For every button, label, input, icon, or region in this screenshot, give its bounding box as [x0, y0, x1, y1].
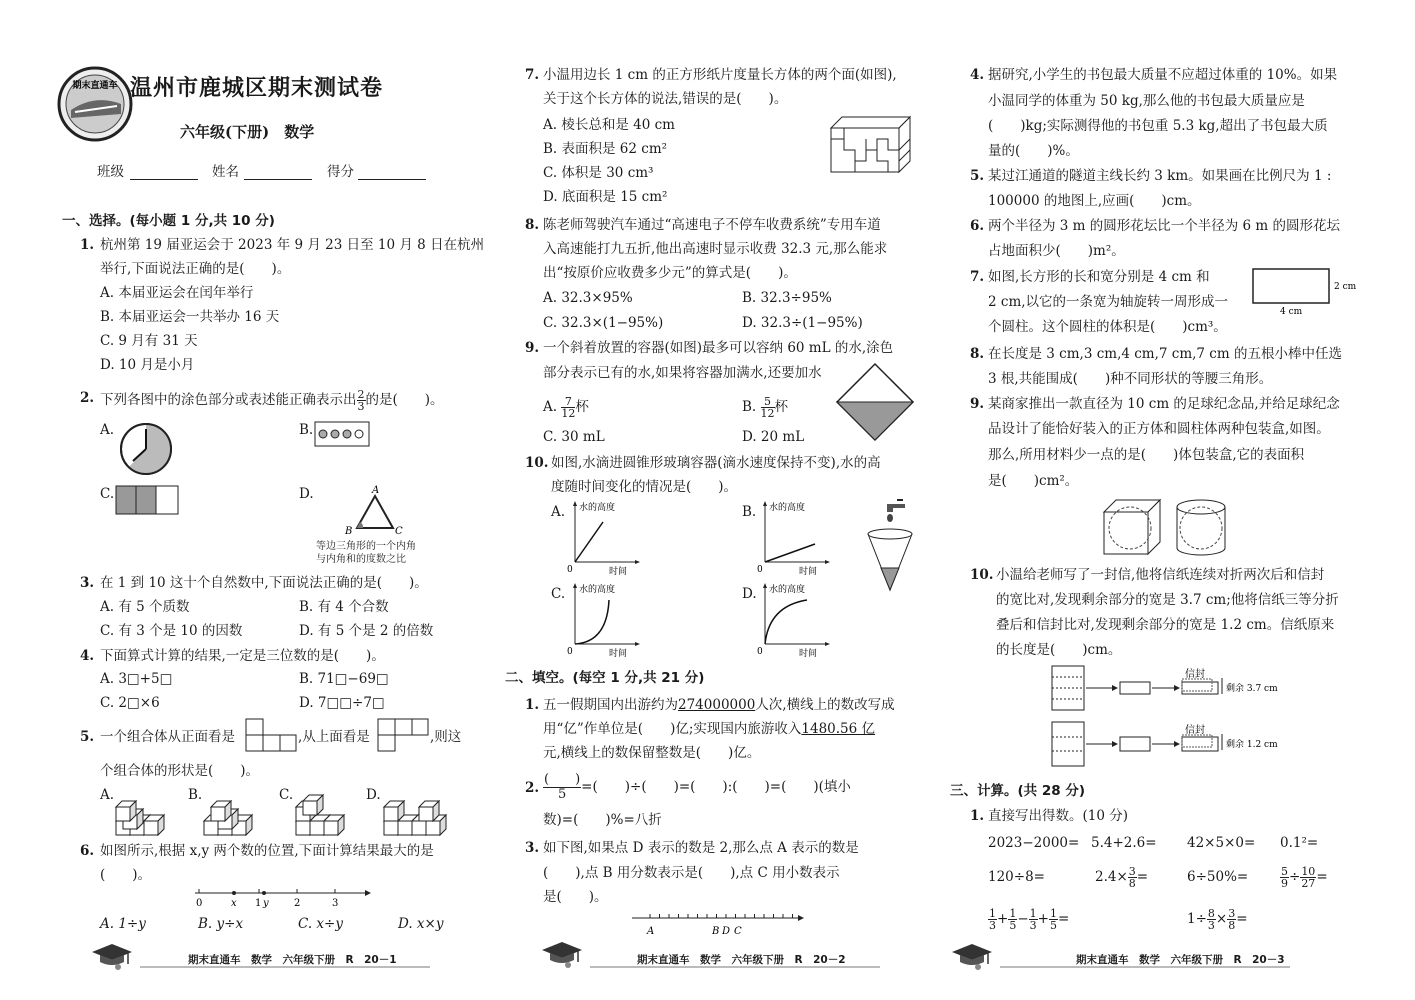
calc1-number: 1. — [970, 808, 985, 824]
q1-number: 1. — [80, 237, 95, 253]
nl-tick-x: x — [231, 898, 237, 909]
cylinder-box-figure — [1175, 498, 1227, 558]
fill9-text: 某商家推出一款直径为 10 cm 的足球纪念品,并给足球纪念 — [988, 396, 1340, 412]
q3-option-b[interactable]: B. 有 4 个合数 — [299, 599, 389, 615]
q1-option-c[interactable]: C. 9 月有 31 天 — [100, 333, 198, 349]
graph-y-label: 水的高度 — [769, 585, 806, 595]
q8-number: 8. — [525, 217, 540, 233]
q9-text: 一个斜着放置的容器(如图)最多可以容纳 60 mL 的水,涂色 — [543, 340, 894, 356]
q5-text-3: ,则这 — [430, 729, 462, 745]
q2-option-b[interactable]: B. — [299, 422, 314, 438]
rect-width-label: 2 cm — [1334, 282, 1357, 292]
logo-emblem — [57, 66, 133, 142]
field-score-label: 得分 — [327, 164, 354, 180]
exam-title: 温州市鹿城区期末测试卷 — [130, 75, 384, 101]
q6-option-c[interactable]: C. x÷y — [298, 916, 343, 932]
nl3-label-d: D — [722, 926, 731, 937]
q8-option-d[interactable]: D. 32.3÷(1−95%) — [742, 315, 863, 331]
fill10-text: 小温给老师写了一封信,他将信纸连续对折两次后和信封 — [996, 567, 1325, 583]
cone-funnel-figure — [865, 498, 915, 593]
top-view-figure — [377, 718, 429, 752]
q2-number: 2. — [80, 390, 95, 406]
remainder-label-1: 剩余 3.7 cm — [1226, 684, 1278, 694]
q3-text: 在 1 到 10 这十个自然数中,下面说法正确的是( )。 — [100, 575, 428, 591]
calc-item: 5.4+2.6= — [1091, 835, 1157, 851]
nl3-label-b: B — [712, 926, 720, 937]
fill3-text: 如下图,如果点 D 表示的数是 2,那么点 A 表示的数是 — [543, 840, 859, 856]
calc-item: 1÷ $\frac{8}{3}$ × $\frac{3}{8}$ = — [1187, 907, 1248, 932]
fill7-number: 7. — [970, 269, 985, 285]
calc-item: 0.1²= — [1280, 835, 1319, 851]
fill10-text-4: 的长度是( )cm。 — [996, 642, 1122, 658]
field-name-blank[interactable] — [244, 179, 312, 180]
graph-d — [755, 582, 830, 657]
graph-origin-label: 0 — [567, 647, 573, 657]
q8-text-2: 入高速能打九五折,他出高速时显示收费 32.3 元,那么能求 — [543, 241, 888, 257]
nl-tick-0: 0 — [196, 898, 203, 909]
q4-option-a[interactable]: A. 3□+5□ — [100, 671, 173, 687]
calc-item: 2.4× $\frac{3}{8}$ = — [1095, 865, 1149, 890]
q1-text-2: 举行,下面说法正确的是( )。 — [100, 261, 291, 277]
q3-option-a[interactable]: A. 有 5 个质数 — [100, 599, 190, 615]
q8-text: 陈老师驾驶汽车通过“高速电子不停车收费系统”专用车道 — [543, 217, 881, 233]
calc-item: $\frac{5}{9}$ ÷ $\frac{10}{27}$ = — [1281, 865, 1328, 890]
graduation-cap-icon — [90, 942, 134, 972]
q6-option-d[interactable]: D. x×y — [398, 916, 444, 932]
calc-item: 6÷50%= — [1187, 869, 1249, 885]
q1-option-d[interactable]: D. 10 月是小月 — [100, 357, 195, 373]
q10-text: 如图,水滴进圆锥形玻璃容器(滴水速度保持不变),水的高 — [551, 455, 881, 471]
fill7-text-2: 2 cm,以它的一条宽为轴旋转一周形成一 — [988, 294, 1229, 310]
field-score-blank[interactable] — [358, 179, 426, 180]
graph-y-label: 水的高度 — [579, 503, 616, 513]
calc1-text: 直接写出得数。(10 分) — [988, 808, 1129, 824]
q5-option-c[interactable]: C. — [279, 787, 294, 803]
fill4-text-2: 小温同学的体重为 50 kg,那么他的书包最大质量应是 — [988, 93, 1305, 109]
fill3-text-2: ( ),点 B 用分数表示是( ),点 C 用小数表示 — [543, 865, 840, 881]
fill2-text: $\frac{( )}{5}$ =( )÷( )=( ):( )=( )(填小 — [544, 772, 851, 802]
fill1-text-2: 用“亿”作单位是( )亿;实现国内旅游收入1480.56 亿 — [543, 721, 876, 737]
fill9-text-2: 品设计了能恰好装入的正方体和圆柱体两种包装盒,如图。 — [988, 421, 1330, 437]
q10-number: 10. — [525, 455, 549, 471]
graph-y-label: 水的高度 — [579, 585, 616, 595]
graph-x-label: 时间 — [799, 567, 818, 577]
graph-origin-label: 0 — [567, 565, 573, 575]
logo-text: 期末直通车 — [72, 81, 118, 91]
q4-option-c[interactable]: C. 2□×6 — [100, 695, 160, 711]
q3-number: 3. — [80, 575, 95, 591]
exam-subtitle: 六年级(下册) 数学 — [180, 123, 315, 141]
q3-option-c[interactable]: C. 有 3 个是 10 的因数 — [100, 623, 243, 639]
nl-tick-y: y — [263, 898, 269, 909]
field-name-label: 姓名 — [212, 164, 239, 180]
fill3-number: 3. — [525, 840, 540, 856]
fill10-number: 10. — [970, 567, 994, 583]
fill1-text-3: 元,横线上的数保留整数是( )亿。 — [543, 745, 761, 761]
cube-figure-b — [203, 783, 263, 831]
fill8-text: 在长度是 3 cm,3 cm,4 cm,7 cm,7 cm 的五根小棒中任选 — [988, 346, 1342, 362]
field-class-blank[interactable] — [130, 179, 198, 180]
q1-option-b[interactable]: B. 本届亚运会一共举办 16 天 — [100, 309, 280, 325]
q8-text-3: 出“按原价应收费多少元”的算式是( )。 — [543, 265, 797, 281]
q7-text-2: 关于这个长方体的说法,错误的是( )。 — [543, 91, 788, 107]
q1-text: 杭州第 19 届亚运会于 2023 年 9 月 23 日至 10 月 8 日在杭州 — [100, 237, 485, 253]
footer-page-1: 期末直通车 数学 六年级下册 R 20－1 — [188, 954, 397, 966]
fill10-text-3: 叠后和信封比对,发现剩余部分的宽是 1.2 cm。信纸原来 — [996, 617, 1335, 633]
q5-number: 5. — [80, 729, 95, 745]
rectangle-figure — [1252, 268, 1362, 318]
fill6-number: 6. — [970, 218, 985, 234]
q2-option-a[interactable]: A. — [100, 422, 115, 438]
q10-option-a[interactable]: A. — [551, 504, 566, 520]
fill9-text-3: 那么,所用材料少一点的是( )体包装盒,它的表面积 — [988, 447, 1305, 463]
q2-d-caption-2: 与内角和的度数之比 — [316, 554, 406, 565]
q7-option-b[interactable]: B. 表面积是 62 cm² — [543, 141, 668, 157]
fill5-number: 5. — [970, 168, 985, 184]
cube-figure-c — [295, 783, 355, 831]
graph-origin-label: 0 — [757, 647, 763, 657]
graduation-cap-icon — [540, 940, 584, 970]
nl3-label-c: C — [734, 926, 742, 937]
number-line-q6 — [193, 882, 373, 908]
fill2-text-2: 数)=( )%=八折 — [543, 812, 662, 828]
envelope-label-1: 信封 — [1185, 669, 1205, 680]
calc-item: 120÷8= — [988, 869, 1045, 885]
q5-option-d[interactable]: D. — [366, 787, 381, 803]
fill1-text: 五一假期国内出游约为274000000人次,横线上的数改写成 — [543, 697, 895, 713]
q7-text: 小温用边长 1 cm 的正方形纸片度量长方体的两个面(如图), — [543, 67, 897, 83]
nl3-label-a: A — [647, 926, 655, 937]
q7-number: 7. — [525, 67, 540, 83]
graph-origin-label: 0 — [757, 565, 763, 575]
calc-item: 2023−2000= — [988, 835, 1080, 851]
q9-option-d[interactable]: D. 20 mL — [742, 429, 805, 445]
fill4-text: 据研究,小学生的书包最大质量不应超过体重的 10%。如果 — [988, 67, 1338, 83]
q5-text-1: 一个组合体从正面看是 — [100, 729, 235, 745]
q9-text-2: 部分表示已有的水,如果将容器加满水,还要加水 — [543, 365, 822, 381]
q7-option-d[interactable]: D. 底面积是 15 cm² — [543, 189, 668, 205]
q5-text-2: ,从上面看是 — [298, 729, 370, 745]
fill4-number: 4. — [970, 67, 985, 83]
fill5-text-2: 100000 的地图上,应画( )cm。 — [988, 193, 1201, 209]
q10-text-2: 度随时间变化的情况是( )。 — [551, 479, 738, 495]
q2-option-d[interactable]: D. — [299, 486, 314, 502]
fill8-text-2: 3 根,共能围成( )种不同形状的等腰三角形。 — [988, 371, 1273, 387]
q7-option-c[interactable]: C. 体积是 30 cm³ — [543, 165, 654, 181]
clock-figure — [118, 421, 174, 477]
envelope-label-2: 信封 — [1185, 725, 1205, 736]
q9-option-c[interactable]: C. 30 mL — [543, 429, 605, 445]
q8-option-c[interactable]: C. 32.3×(1−95%) — [543, 315, 664, 331]
q4-option-d[interactable]: D. 7□□÷7□ — [299, 695, 385, 711]
fill6-text-2: 占地面积少( )m²。 — [988, 243, 1125, 259]
q10-option-b[interactable]: B. — [742, 504, 757, 520]
cuboid-figure — [830, 116, 912, 174]
number-line-fill3 — [630, 910, 805, 936]
q10-option-c[interactable]: C. — [551, 586, 566, 602]
tri-label-a: A — [372, 485, 380, 496]
fill9-number: 9. — [970, 396, 985, 412]
page-1 — [0, 0, 485, 1000]
nl-tick-2: 2 — [294, 898, 301, 909]
footer-page-3: 期末直通车 数学 六年级下册 R 20－3 — [1076, 954, 1285, 966]
fill4-text-3: ( )kg;实际测得他的书包重 5.3 kg,超出了书包最大质 — [988, 118, 1328, 134]
graduation-cap-icon — [950, 942, 994, 972]
fill2-number: 2. — [525, 780, 540, 796]
graph-curve — [575, 600, 609, 644]
section2-heading: 二、填空。(每空 1 分,共 21 分) — [505, 670, 705, 686]
q6-number: 6. — [80, 843, 95, 859]
q5-text-4: 个组合体的形状是( )。 — [100, 763, 260, 779]
fill4-text-4: 量的( )%。 — [988, 143, 1079, 159]
q6-option-b[interactable]: B. y÷x — [198, 916, 244, 932]
q9-option-a[interactable]: A. $\frac{7}{12}$ 杯 — [543, 395, 589, 420]
bar-figure — [115, 485, 181, 515]
q2-d-caption-1: 等边三角形的一个内角 — [316, 541, 416, 552]
graph-x-label: 时间 — [799, 649, 818, 659]
q8-option-a[interactable]: A. 32.3×95% — [543, 290, 633, 306]
fill5-text: 某过江通道的隧道主线长约 3 km。如果画在比例尺为 1 : — [988, 168, 1332, 184]
q9-option-b[interactable]: B. $\frac{5}{12}$ 杯 — [742, 395, 789, 420]
rect-length-label: 4 cm — [1280, 307, 1303, 317]
fill10-text-2: 的宽比对,发现剩余部分的宽是 3.7 cm;他将信纸三等分折 — [996, 592, 1339, 608]
cube-figure-a — [115, 783, 175, 831]
section1-heading: 一、选择。(每小题 1 分,共 10 分) — [62, 213, 275, 229]
fill3-text-3: 是( )。 — [543, 889, 608, 905]
cube-figure-d — [383, 783, 449, 831]
q4-number: 4. — [80, 648, 95, 664]
graph-curve — [765, 600, 807, 644]
q4-text: 下面算式计算的结果,一定是三位数的是( )。 — [100, 648, 385, 664]
graph-c — [565, 582, 640, 657]
fill1-number: 1. — [525, 697, 540, 713]
q6-text-2: ( )。 — [100, 867, 152, 883]
nl-tick-1: 1 — [255, 898, 262, 909]
graph-x-label: 时间 — [609, 567, 628, 577]
q9-number: 9. — [525, 340, 540, 356]
graph-a — [565, 500, 640, 575]
graph-b — [755, 500, 830, 575]
q4-option-b[interactable]: B. 71□−69□ — [299, 671, 389, 687]
tri-label-c: C — [395, 526, 403, 537]
letter-fold-figure-1 — [1050, 664, 1278, 714]
q2-text: 下列各图中的涂色部分或表述能正确表示出 $\frac{2}{3}$ 的是( )。 — [100, 388, 444, 413]
q1-option-a[interactable]: A. 本届亚运会在闰年举行 — [100, 285, 254, 301]
calc-item: 42×5×0= — [1187, 835, 1256, 851]
q7-option-a[interactable]: A. 棱长总和是 40 cm — [543, 117, 675, 133]
graph-y-label: 水的高度 — [769, 503, 806, 513]
graph-x-label: 时间 — [609, 649, 628, 659]
field-class-label: 班级 — [97, 164, 124, 180]
fill7-text-3: 个圆柱。这个圆柱的体积是( )cm³。 — [988, 319, 1227, 335]
q3-option-d[interactable]: D. 有 5 个是 2 的倍数 — [299, 623, 434, 639]
letter-fold-figure-2 — [1050, 720, 1278, 770]
graph-curve — [765, 544, 815, 562]
q10-option-d[interactable]: D. — [742, 586, 757, 602]
q5-option-b[interactable]: B. — [188, 787, 203, 803]
q6-option-a[interactable]: A. 1÷y — [100, 916, 146, 932]
page-3 — [950, 0, 1415, 1000]
front-view-figure — [245, 718, 297, 752]
cube-box-figure — [1102, 498, 1162, 556]
fill6-text: 两个半径为 3 m 的圆形花坛比一个半径为 6 m 的圆形花坛 — [988, 218, 1341, 234]
circles-figure — [314, 421, 370, 447]
fill9-text-4: 是( )cm²。 — [988, 473, 1079, 489]
q6-text: 如图所示,根据 x,y 两个数的位置,下面计算结果最大的是 — [100, 843, 434, 859]
nl-tick-3: 3 — [332, 898, 339, 909]
q8-option-b[interactable]: B. 32.3÷95% — [742, 290, 832, 306]
fill7-text: 如图,长方形的长和宽分别是 4 cm 和 — [988, 269, 1210, 285]
calc-item: $\frac{1}{3}$ + $\frac{1}{5}$ − $\frac{1}{3}$ + $\frac{1}{5}$ = — [989, 907, 1070, 932]
q5-option-a[interactable]: A. — [100, 787, 115, 803]
tri-label-b: B — [345, 526, 353, 537]
section3-heading: 三、计算。(共 28 分) — [950, 783, 1086, 799]
tilted-container-figure — [835, 362, 915, 442]
fill8-number: 8. — [970, 346, 985, 362]
graph-curve — [575, 522, 603, 562]
footer-page-2: 期末直通车 数学 六年级下册 R 20－2 — [637, 954, 846, 966]
triangle-figure — [345, 484, 405, 540]
remainder-label-2: 剩余 1.2 cm — [1226, 740, 1278, 750]
page-2 — [485, 0, 955, 1000]
q2-option-c[interactable]: C. — [100, 486, 115, 502]
